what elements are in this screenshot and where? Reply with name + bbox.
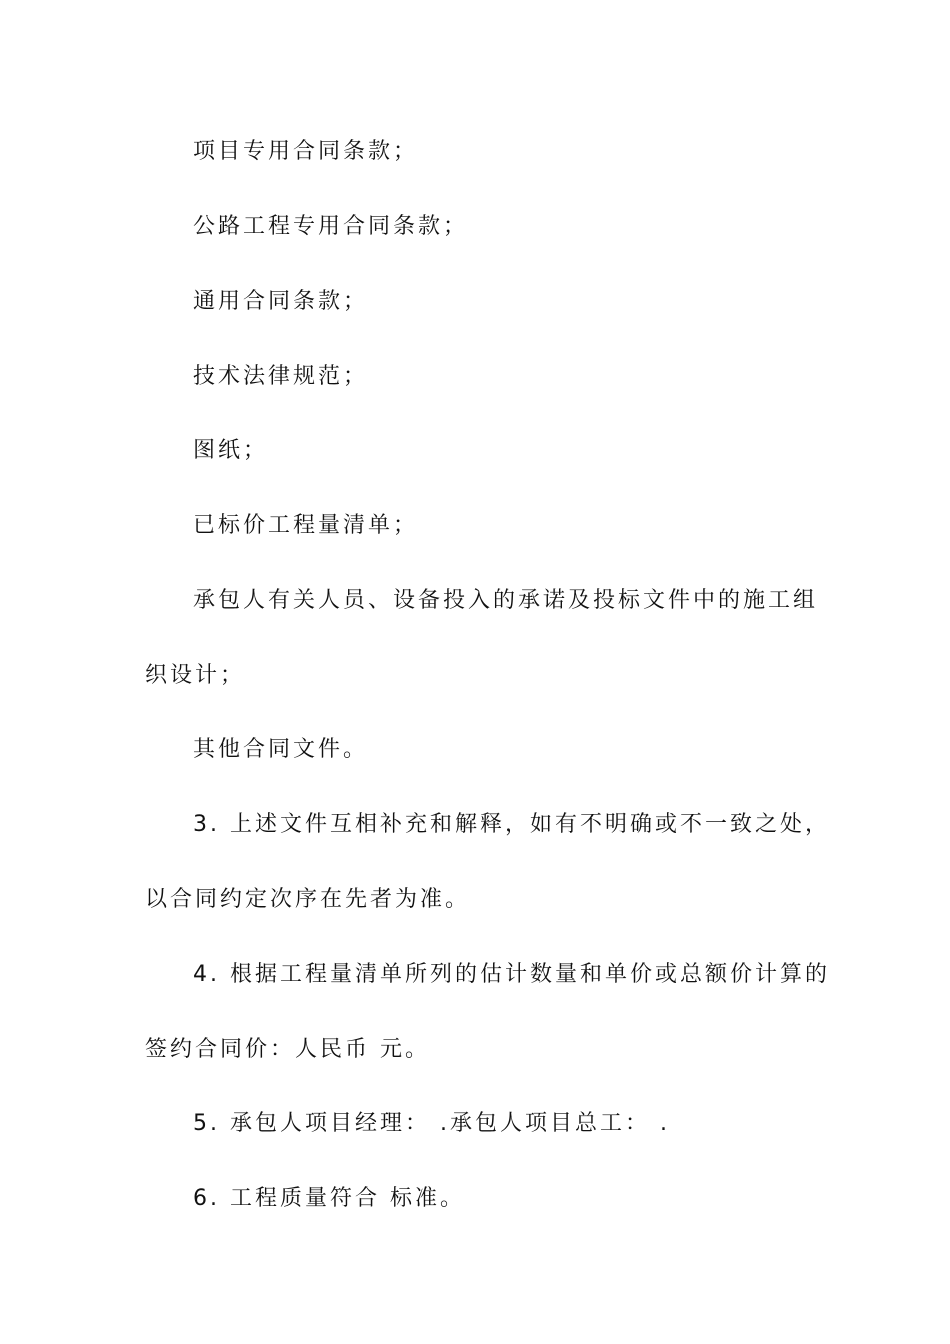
clause-4-cont: 签约合同价：人民币 元。 [145,1037,430,1062]
clause-6: 6. 工程质量符合 标准。 [193,1186,465,1211]
paragraph-contractor-commitment: 承包人有关人员、设备投入的承诺及投标文件中的施工组 [193,588,819,613]
list-item-general-terms: 通用合同条款； [193,289,369,314]
clause-5: 5. 承包人项目经理： .承包人项目总工： . [193,1111,670,1136]
list-item-project-special-terms: 项目专用合同条款； [193,139,419,164]
clause-3: 3. 上述文件互相补充和解释，如有不明确或不一致之处， [193,812,830,837]
list-item-priced-bill: 已标价工程量清单； [193,513,419,538]
list-item-other-documents: 其他合同文件。 [193,737,369,762]
clause-4: 4. 根据工程量清单所列的估计数量和单价或总额价计算的 [193,962,830,987]
list-item-highway-special-terms: 公路工程专用合同条款； [193,214,469,239]
list-item-drawings: 图纸； [193,438,269,463]
list-item-technical-regulations: 技术法律规范； [193,364,369,389]
clause-3-cont: 以合同约定次序在先者为准。 [145,887,471,912]
paragraph-contractor-commitment-cont: 织设计； [145,663,246,688]
